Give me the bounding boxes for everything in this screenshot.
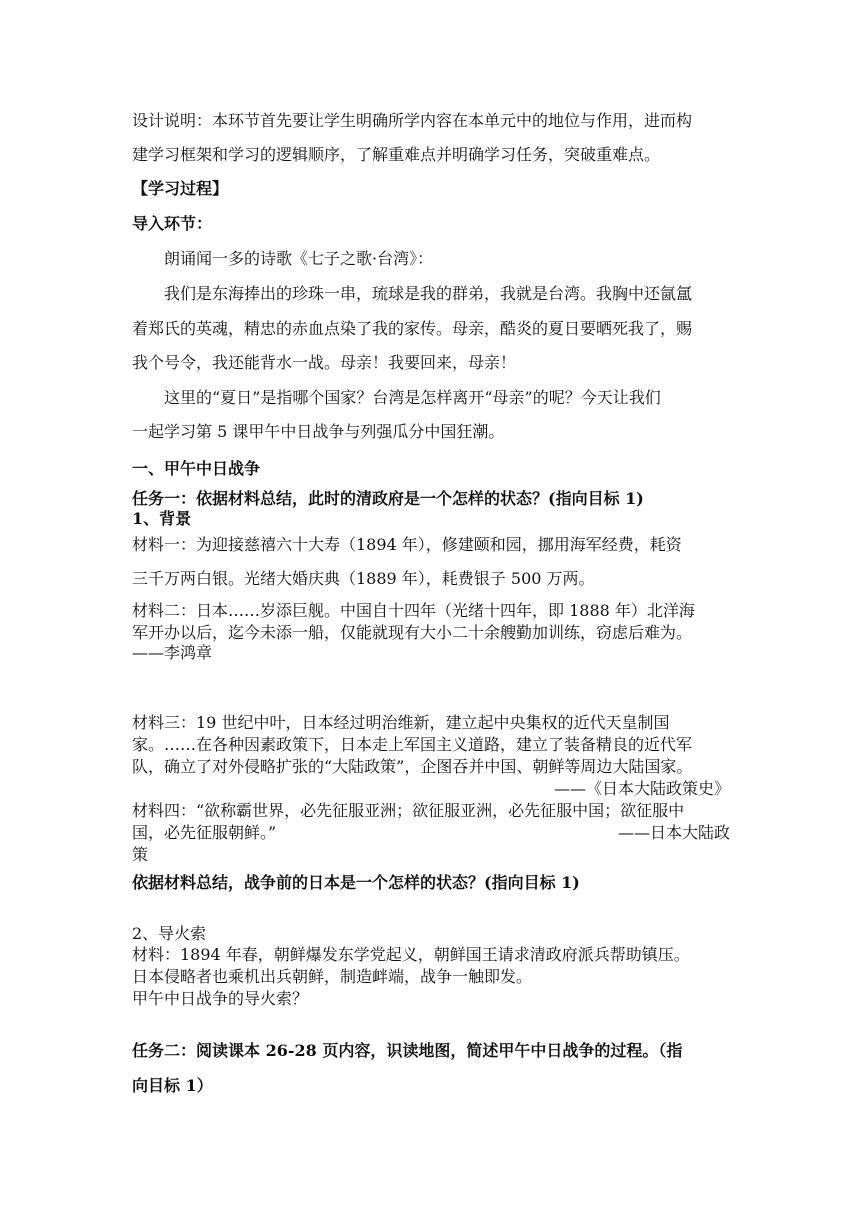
material2-source: ——李鸿章 <box>132 643 213 662</box>
question-intro-line-1: 这里的“夏日”是指哪个国家？台湾是怎样离开“母亲”的呢？今天让我们 <box>164 388 661 407</box>
material2-line-2: 军开办以后，迄今未添一船，仅能就现有大小二十余艘勤加训练，窃虑后难为。 <box>132 623 693 642</box>
material3-source: ——《日本大陆政策史》 <box>553 779 730 798</box>
task1: 任务一：依据材料总结，此时的清政府是一个怎样的状态？(指向目标 1) <box>132 489 644 508</box>
material4-source: ——日本大陆政 <box>617 823 730 842</box>
material3-line-2: 家。……在各种因素政策下，日本走上军国主义道路，建立了装备精良的近代军 <box>132 735 693 754</box>
question-intro-line-2: 一起学习第 5 课甲午中日战争与列强瓜分中国狂潮。 <box>132 422 505 441</box>
material3-line-1: 材料三：19 世纪中叶，日本经过明治维新，建立起中央集权的近代天皇制国 <box>132 713 670 732</box>
material1-line-2: 三千万两白银。光绪大婚庆典（1889 年），耗费银子 500 万两。 <box>132 569 595 588</box>
question-japan: 依据材料总结，战争前的日本是一个怎样的状态？(指向目标 1) <box>132 873 580 892</box>
poem-line-2: 着郑氏的英魂，精忠的赤血点染了我的家传。母亲，酷炎的夏日要晒死我了，赐 <box>132 319 693 338</box>
material4-source-tail: 策 <box>132 845 149 864</box>
task2-line-1: 任务二：阅读课本 26-28 页内容，识读地图，简述甲午中日战争的过程。（指 <box>132 1041 683 1060</box>
poem-line-3: 我个号令，我还能背水一战。母亲！我要回来，母亲！ <box>132 353 517 372</box>
fuse-material-line-1: 材料：1894 年春，朝鲜爆发东学党起义，朝鲜国王请求清政府派兵帮助镇压。 <box>132 945 690 964</box>
fuse-question: 甲午中日战争的导火索？ <box>132 989 309 1008</box>
fuse-heading: 2、导火索 <box>132 924 207 943</box>
design-note-line-1: 设计说明：本环节首先要让学生明确所学内容在本单元中的地位与作用，进而构 <box>132 111 693 130</box>
task2-line-2: 向目标 1） <box>132 1076 213 1095</box>
material4-line-1: 材料四：“欲称霸世界，必先征服亚洲；欲征服亚洲，必先征服中国；欲征服中 <box>132 801 685 820</box>
learning-process-heading: 【学习过程】 <box>132 179 229 198</box>
poem-line-1: 我们是东海捧出的珍珠一串，琉球是我的群弟，我就是台湾。我胸中还氤氲 <box>164 284 693 303</box>
background-heading: 1、背景 <box>132 509 192 528</box>
fuse-material-line-2: 日本侵略者也乘机出兵朝鲜，制造衅端，战争一触即发。 <box>132 967 533 986</box>
poem-intro: 朗诵闻一多的诗歌《七子之歌·台湾》： <box>164 249 434 268</box>
design-note-line-2: 建学习框架和学习的逻辑顺序，了解重难点并明确学习任务，突破重难点。 <box>132 145 661 164</box>
material4-line-2: 国，必先征服朝鲜。” <box>132 823 277 842</box>
material3-line-3: 队，确立了对外侵略扩张的“大陆政策”，企图吞并中国、朝鲜等周边大陆国家。 <box>132 757 693 776</box>
section1-heading: 一、甲午中日战争 <box>132 459 261 478</box>
material2-line-1: 材料二：日本……岁添巨舰。中国自十四年（光绪十四年，即 1888 年）北洋海 <box>132 601 695 620</box>
material1-line-1: 材料一：为迎接慈禧六十大寿（1894 年），修建颐和园，挪用海军经费，耗资 <box>132 535 682 554</box>
intro-heading: 导入环节： <box>132 214 213 233</box>
